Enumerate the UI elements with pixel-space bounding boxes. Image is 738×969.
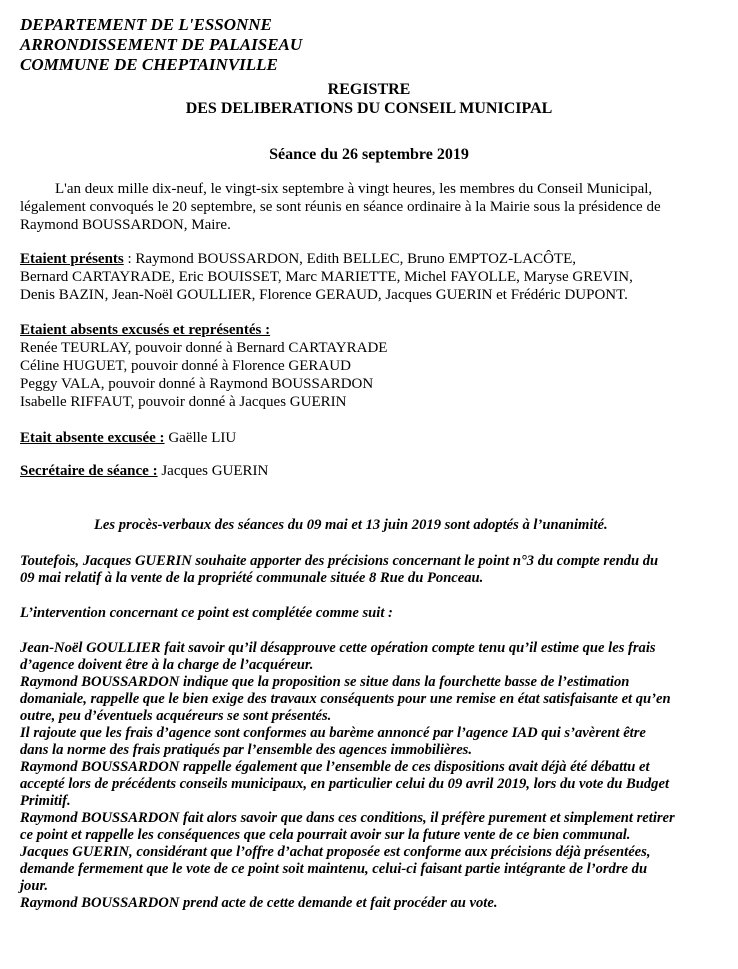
absent-item: Isabelle RIFFAUT, pouvoir donné à Jacques GUERIN	[20, 394, 347, 410]
presents-line-3: Denis BAZIN, Jean-Noël GOULLIER, Florence GERAUD, Jacques GUERIN et Frédéric DUPONT.	[20, 287, 628, 303]
header-commune: COMMUNE DE CHEPTAINVILLE	[20, 55, 278, 74]
title-registre: REGISTRE	[327, 81, 411, 98]
minutes-p1-line-2: 09 mai relatif à la vente de la propriété communale située 8 Rue du Ponceau.	[20, 570, 484, 586]
minutes-p3-line: Raymond BOUSSARDON rappelle également que l’ensemble de ces dispositions avait déjà été débattu et	[20, 759, 650, 775]
minutes-p2: L’intervention concernant ce point est complétée comme suit :	[20, 605, 393, 621]
minutes-p3-line: Jacques GUERIN, considérant que l’offre d’achat proposée est conforme aux précisions déjà présentées,	[20, 844, 651, 860]
minutes-p3-line: demande fermement que le vote de ce point soit maintenu, celui-ci faisant partie intégrante de l’ordre du	[20, 861, 648, 877]
minutes-p3-line: Il rajoute que les frais d’agence sont conformes au barème annoncé par l’agence IAD qui s’avèrent être	[20, 725, 646, 741]
absent-excused-label: Etait absente excusée :	[20, 430, 165, 446]
minutes-p3-line: accepté lors de précédents conseils municipaux, en particulier celui du 09 avril 2019, lors du vote du Budget	[20, 776, 670, 792]
absents-represented-label	[20, 321, 270, 339]
minutes-p3-line: ce point et rappelle les conséquences que cela pourrait avoir sur la future vente de ce bien communal.	[20, 827, 631, 843]
secretary-label: Secrétaire de séance :	[20, 463, 158, 479]
intro-line-1: L'an deux mille dix-neuf, le vingt-six septembre à vingt heures, les membres du Conseil Municipal,	[55, 181, 653, 197]
title-seance: Séance du 26 septembre 2019	[269, 146, 469, 163]
minutes-p3-line: Raymond BOUSSARDON prend acte de cette demande et fait procéder au vote.	[20, 895, 498, 911]
minutes-p3-line: Primitif.	[20, 793, 71, 809]
presents-label: Etaient présents	[20, 251, 124, 267]
absent-excused-name: Gaëlle LIU	[164, 430, 237, 446]
minutes-p3-line: dans la norme des frais pratiqués par l’ensemble des agences immobilières.	[20, 742, 472, 758]
minutes-p3-line: Raymond BOUSSARDON fait alors savoir que dans ces conditions, il préfère purement et simplement retirer	[20, 810, 675, 826]
header-arrondissement: ARRONDISSEMENT DE PALAISEAU	[20, 35, 303, 54]
presents-line-1	[20, 250, 576, 268]
intro-line-2: légalement convoqués le 20 septembre, se sont réunis en séance ordinaire à la Mairie sous la présidence de	[20, 199, 661, 215]
absent-item: Peggy VALA, pouvoir donné à Raymond BOUSSARDON	[20, 376, 374, 392]
minutes-p3-line: Raymond BOUSSARDON indique que la proposition se situe dans la fourchette basse de l’estimation	[20, 674, 630, 690]
absent-excused-line	[20, 429, 236, 447]
absent-item: Céline HUGUET, pouvoir donné à Florence GERAUD	[20, 358, 351, 374]
minutes-p3-line: d’agence doivent être à la charge de l’acquéreur.	[20, 657, 314, 673]
minutes-p1-line-1: Toutefois, Jacques GUERIN souhaite apporter des précisions concernant le point n°3 du compte rendu du	[20, 553, 659, 569]
minutes-p3-line: Jean-Noël GOULLIER fait savoir qu’il désapprouve cette opération compte tenu qu’il estime que les frais	[20, 640, 656, 656]
absent-item: Renée TEURLAY, pouvoir donné à Bernard CARTAYRADE	[20, 340, 388, 356]
secretary-name: Jacques GUERIN	[157, 463, 269, 479]
presents-names-1: : Raymond BOUSSARDON, Edith BELLEC, Bruno EMPTOZ-LACÔTE,	[123, 251, 576, 267]
minutes-p3-line: jour.	[20, 878, 48, 894]
header-department: DEPARTEMENT DE L'ESSONNE	[20, 15, 272, 34]
minutes-adopted: Les procès-verbaux des séances du 09 mai et 13 juin 2019 sont adoptés à l’unanimité.	[94, 517, 608, 533]
title-deliberations: DES DELIBERATIONS DU CONSEIL MUNICIPAL	[185, 100, 553, 117]
minutes-p3-line: outre, peu d’éventuels acquéreurs se sont présentés.	[20, 708, 332, 724]
secretary-line	[20, 462, 268, 480]
absents-represented-heading: Etaient absents excusés et représentés :	[20, 322, 271, 338]
intro-line-3: Raymond BOUSSARDON, Maire.	[20, 217, 231, 233]
minutes-p3-line: domaniale, rappelle que le bien exige des travaux conséquents pour une remise en état satisfaisante et qu’en	[20, 691, 671, 707]
presents-line-2: Bernard CARTAYRADE, Eric BOUISSET, Marc MARIETTE, Michel FAYOLLE, Maryse GREVIN,	[20, 269, 633, 285]
